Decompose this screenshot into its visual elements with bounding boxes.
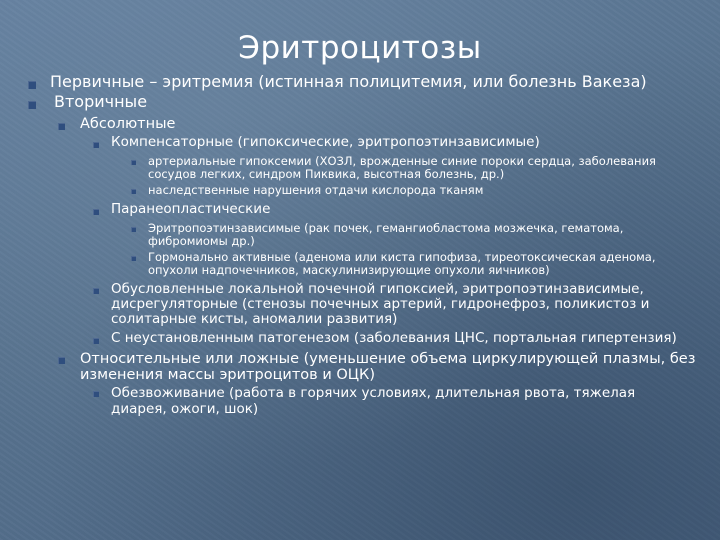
- square-bullet-icon: [93, 288, 99, 294]
- bullet-text-line: артериальные гипоксемии (ХОЗЛ, врожденные синие пороки сердца, заболевания: [148, 154, 656, 168]
- bullet-text: Вторичные: [54, 92, 148, 111]
- square-bullet-icon: [93, 338, 99, 344]
- bullet-text: Компенсаторные (гипоксические, эритропоэтинзависимые): [111, 134, 540, 150]
- bullet-text-line: изменения массы эритроцитов и ОЦК): [80, 367, 375, 383]
- square-bullet-icon: [93, 209, 99, 215]
- bullet-text-line: опухоли надпочечников, маскулинизирующие опухоли яичников): [148, 262, 550, 277]
- slide-title: Эритроцитозы: [238, 30, 482, 66]
- bullet-text-line: диарея, ожоги, шок): [111, 401, 259, 417]
- square-bullet-icon: [93, 391, 99, 397]
- bullet-text: [148, 155, 656, 180]
- bullet-text: [111, 282, 649, 327]
- bullet-text-line: дисрегуляторные (стенозы почечных артерий, гидронефроз, поликистоз и: [111, 296, 650, 312]
- bullet-text: С неустановленным патогенезом (заболевания ЦНС, портальная гипертензия): [111, 330, 677, 346]
- square-bullet-icon: [28, 101, 36, 109]
- bullet-text: [111, 385, 635, 417]
- bullet-text-line: солитарные кисты, аномалии развития): [111, 311, 398, 327]
- square-bullet-icon: [131, 227, 136, 232]
- bullet-text: [148, 222, 623, 247]
- bullet-text: [80, 351, 695, 383]
- square-bullet-icon: [93, 142, 99, 148]
- bullet-text: [148, 251, 656, 276]
- bullet-text-line: Обусловленные локальной почечной гипоксией, эритропоэтинзависимые,: [111, 281, 644, 297]
- square-bullet-icon: [58, 357, 65, 364]
- bullet-text-line: Эритропоэтинзависимые (рак почек, гемангиобластома мозжечка, гематома,: [148, 221, 624, 235]
- bullet-text: Абсолютные: [80, 116, 176, 132]
- bullet-text: Первичные – эритремия (истинная полицитемия, или болезнь Вакеза): [50, 72, 647, 91]
- square-bullet-icon: [131, 160, 136, 165]
- bullet-text: Паранеопластические: [111, 201, 271, 217]
- bullet-text-line: Относительные или ложные (уменьшение объема циркулирующей плазмы, без: [80, 351, 696, 367]
- square-bullet-icon: [131, 256, 136, 261]
- square-bullet-icon: [28, 81, 36, 89]
- bullet-text-line: сосудов легких, синдром Пиквика, высотная болезнь, др.): [148, 166, 505, 181]
- bullet-text: наследственные нарушения отдачи кислорода тканям: [148, 183, 484, 197]
- bullet-text-line: Гормонально активные (аденома или киста гипофиза, тиреотоксическая аденома,: [148, 250, 656, 264]
- square-bullet-icon: [131, 189, 136, 194]
- bullet-text-line: фибромиомы др.): [148, 233, 255, 248]
- square-bullet-icon: [58, 123, 65, 130]
- bullet-text-line: Обезвоживание (работа в горячих условиях, длительная рвота, тяжелая: [111, 385, 636, 401]
